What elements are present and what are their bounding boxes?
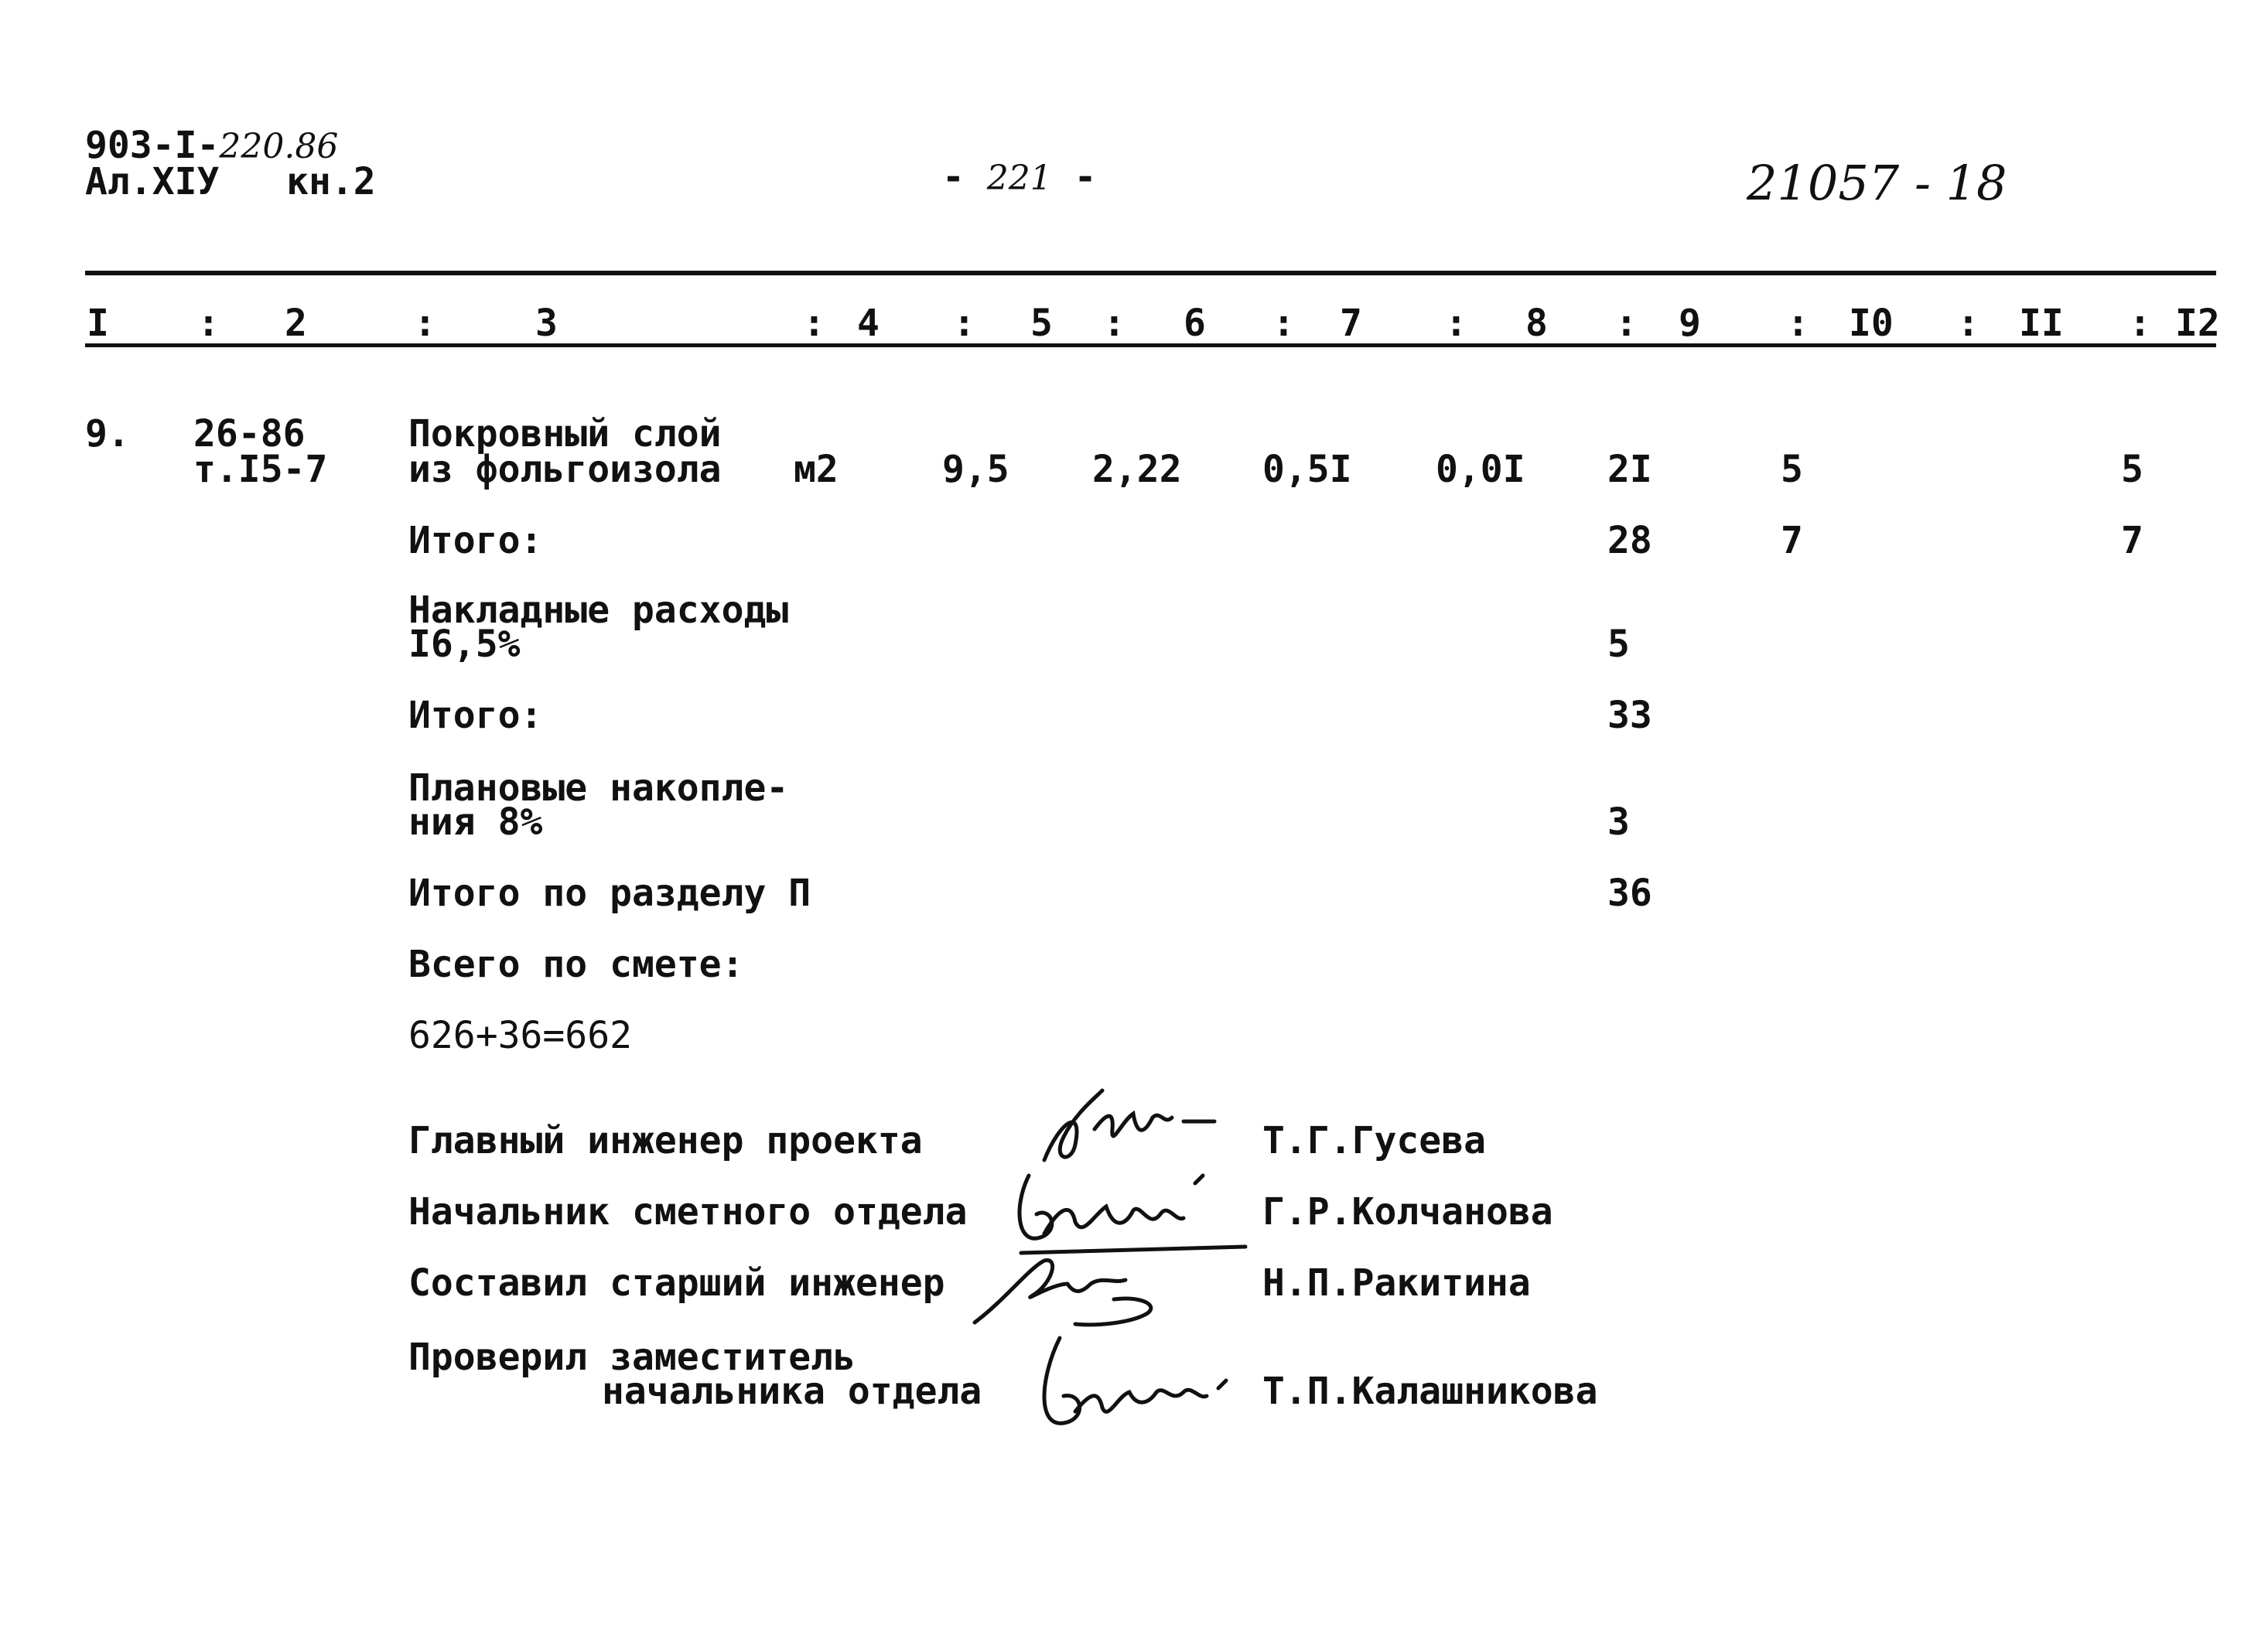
planned-label-line-1: Плановые накопле- bbox=[408, 766, 789, 810]
signature-name-1: Т.Г.Гусева bbox=[1262, 1119, 1486, 1162]
row-col7: 0,5I bbox=[1262, 448, 1352, 491]
header-bottom-rule bbox=[85, 343, 2216, 347]
signature-role-2: Начальник сметного отдела bbox=[408, 1190, 968, 1234]
total-col12: 7 bbox=[2121, 519, 2143, 562]
overhead-col9: 5 bbox=[1607, 623, 1630, 666]
subtotal-label: Итого: bbox=[408, 694, 543, 737]
signature-image-4 bbox=[1021, 1330, 1238, 1439]
column-separator: : bbox=[1272, 302, 1295, 345]
column-header-4: 4 bbox=[857, 302, 880, 345]
signature-role-3: Составил старший инженер bbox=[408, 1261, 945, 1305]
row-col8: 0,0I bbox=[1436, 448, 1525, 491]
header-top-rule bbox=[85, 271, 2216, 275]
grand-total-label: Всего по смете: bbox=[408, 943, 744, 986]
column-separator: : bbox=[2129, 302, 2151, 345]
row-col5: 9,5 bbox=[942, 448, 1009, 491]
column-header-7: 7 bbox=[1340, 302, 1362, 345]
total-col9: 28 bbox=[1607, 519, 1652, 562]
column-header-6: 6 bbox=[1184, 302, 1206, 345]
column-separator: : bbox=[1615, 302, 1638, 345]
row-name-line-1: Покровный слой bbox=[408, 412, 722, 456]
album-info: Ал.XIУ кн.2 bbox=[85, 160, 376, 203]
planned-col9: 3 bbox=[1607, 800, 1630, 844]
signature-name-3: Н.П.Ракитина bbox=[1262, 1261, 1531, 1305]
column-header-2: 2 bbox=[285, 302, 307, 345]
document-number: 21057 - 18 bbox=[1747, 155, 2007, 211]
row-name-line-2: из фольгоизола bbox=[408, 448, 722, 491]
column-separator: : bbox=[1103, 302, 1125, 345]
column-separator: : bbox=[953, 302, 975, 345]
page-number-group: - 221 - bbox=[942, 155, 1097, 199]
signature-name-2: Г.Р.Колчанова bbox=[1262, 1190, 1553, 1234]
row-code-line-1: 26-86 bbox=[193, 412, 306, 456]
section-total-label: Итого по разделу П bbox=[408, 872, 811, 915]
column-header-9: 9 bbox=[1679, 302, 1701, 345]
row-col12: 5 bbox=[2121, 448, 2143, 491]
row-number: 9. bbox=[85, 412, 130, 456]
planned-label-line-2: ния 8% bbox=[408, 800, 543, 844]
row-col10: 5 bbox=[1781, 448, 1803, 491]
column-header-8: 8 bbox=[1525, 302, 1548, 345]
signature-image-3 bbox=[959, 1237, 1176, 1338]
signature-name-4: Т.П.Калашникова bbox=[1262, 1370, 1598, 1413]
row-unit: м2 bbox=[794, 448, 839, 491]
row-col6: 2,22 bbox=[1092, 448, 1182, 491]
signature-role-4-line-1: Проверил заместитель bbox=[408, 1336, 856, 1379]
subtotal-col9: 33 bbox=[1607, 694, 1652, 737]
column-header-3: 3 bbox=[535, 302, 558, 345]
column-header-12: I2 bbox=[2175, 302, 2220, 345]
column-header-1: I bbox=[87, 302, 109, 345]
signature-role-1: Главный инженер проекта bbox=[408, 1119, 923, 1162]
total-col10: 7 bbox=[1781, 519, 1803, 562]
page-number: 221 bbox=[986, 159, 1052, 198]
overhead-label-line-2: I6,5% bbox=[408, 623, 521, 666]
column-separator: : bbox=[197, 302, 220, 345]
series-handwritten: 220.86 bbox=[219, 127, 339, 166]
column-separator: : bbox=[1445, 302, 1467, 345]
column-header-5: 5 bbox=[1030, 302, 1053, 345]
column-separator: : bbox=[1957, 302, 1979, 345]
row-code-line-2: т.I5-7 bbox=[193, 448, 328, 491]
column-header-11: II bbox=[2019, 302, 2064, 345]
row-col9: 2I bbox=[1607, 448, 1652, 491]
section-total-col9: 36 bbox=[1607, 872, 1652, 915]
series-printed: 903-I- bbox=[85, 124, 220, 167]
column-header-10: I0 bbox=[1849, 302, 1894, 345]
signature-role-4-line-2: начальника отдела bbox=[602, 1370, 982, 1413]
column-separator: : bbox=[414, 302, 436, 345]
overhead-label-line-1: Накладные расходы bbox=[408, 589, 789, 632]
column-separator: : bbox=[1787, 302, 1809, 345]
document-series bbox=[85, 124, 339, 167]
total-label: Итого: bbox=[408, 519, 543, 562]
column-separator: : bbox=[803, 302, 825, 345]
grand-total-formula: 626+36=662 bbox=[408, 1014, 632, 1057]
